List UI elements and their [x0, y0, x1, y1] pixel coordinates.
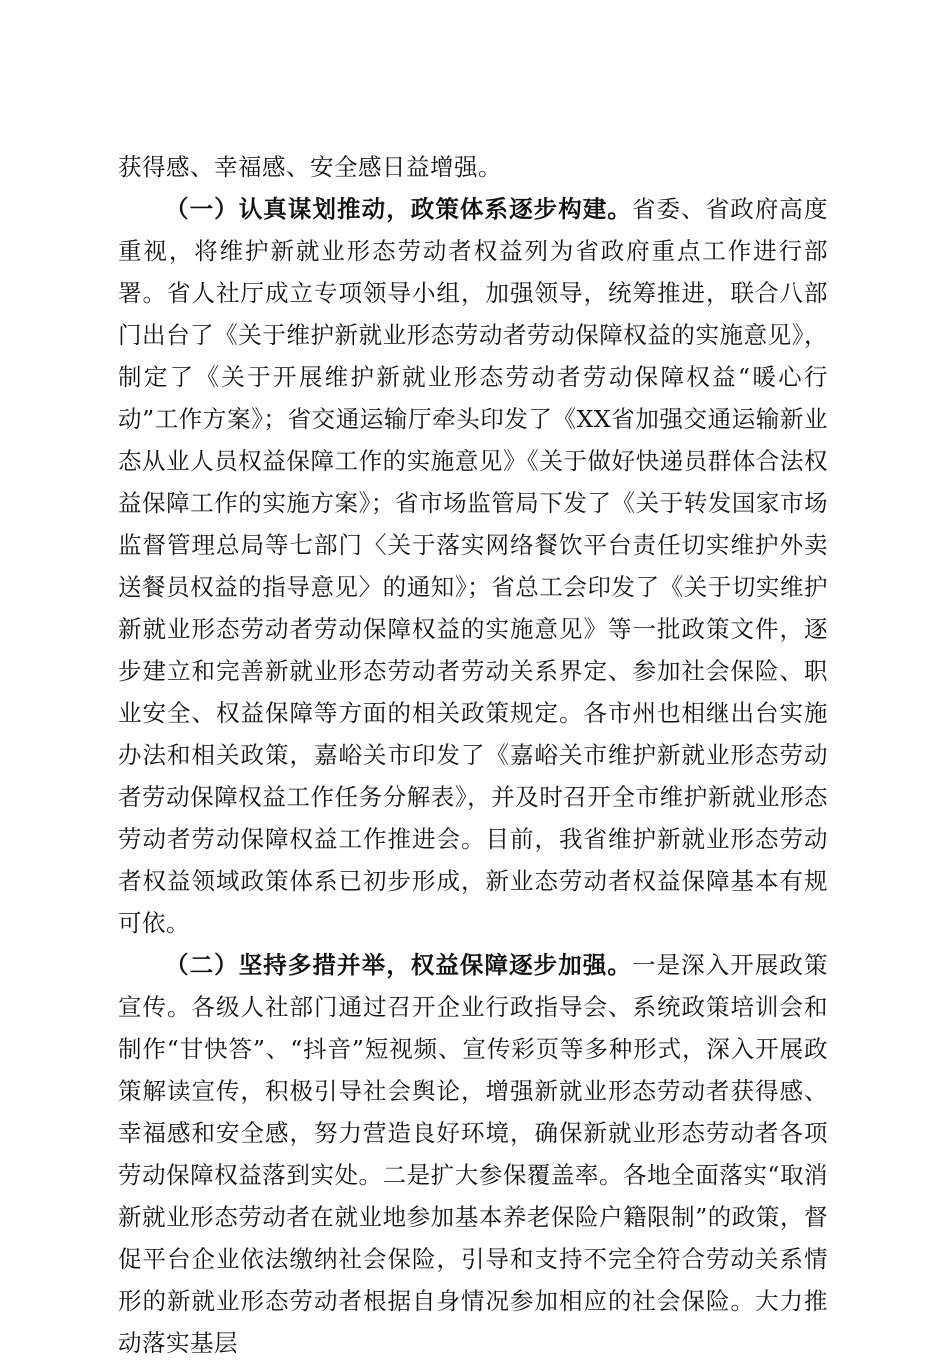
- document-page: [118, 146, 828, 1364]
- paragraph-body: 获得感、幸福感、安全感日益增强。: [118, 153, 502, 181]
- paragraph-body: 省委、省政府高度重视，将维护新就业形态劳动者权益列为省政府重点工作进行部署。省人社厅成立专项领导小组，加强领导，统筹推进，联合八部门出台了《关于维护新就业形态劳动者劳动保障权益的实施意见》，制定了《关于开展维护新就业形态劳动者劳动保障权益“暖心行动”工作方案》；省交通运输厅牵头印发了《XX省加强交通运输新业态从业人员权益保障工作的实施意见》《关于做好快递员群体合法权益保障工作的实施方案》；省市场监管局下发了《关于转发国家市场监督管理总局等七部门〈关于落实网络餐饮平台责任切实维护外卖送餐员权益的指导意见〉的通知》；省总工会印发了《关于切实维护新就业形态劳动者劳动保障权益的实施意见》等一批政策文件，逐步建立和完善新就业形态劳动者劳动关系界定、参加社会保险、职业安全、权益保障等方面的相关政策规定。各市州也相继出台实施办法和相关政策，嘉峪关市印发了《嘉峪关市维护新就业形态劳动者劳动保障权益工作任务分解表》，并及时召开全市维护新就业形态劳动者劳动保障权益工作推进会。目前，我省维护新就业形态劳动者权益领域政策体系已初步形成，新业态劳动者权益保障基本有规可依。: [118, 195, 829, 937]
- paragraph-rights-protection: [118, 944, 828, 1364]
- paragraph-policy-system: [118, 188, 828, 944]
- section-heading-1: （一）认真谋划推动，政策体系逐步构建。: [165, 195, 632, 223]
- section-heading-2: （二）坚持多措并举，权益保障逐步加强。: [165, 951, 632, 979]
- paragraph-continuation: [118, 146, 828, 188]
- paragraph-body: 一是深入开展政策宣传。各级人社部门通过召开企业行政指导会、系统政策培训会和制作“甘快答”、“抖音”短视频、宣传彩页等多种形式，深入开展政策解读宣传，积极引导社会舆论，增强新就业形态劳动者获得感、幸福感和安全感，努力营造良好环境，确保新就业形态劳动者各项劳动保障权益落到实处。二是扩大参保覆盖率。各地全面落实“取消新就业形态劳动者在就业地参加基本养老保险户籍限制”的政策，督促平台企业依法缴纳社会保险，引导和支持不完全符合劳动关系情形的新就业形态劳动者根据自身情况参加相应的社会保险。大力推动落实基层: [118, 951, 829, 1357]
